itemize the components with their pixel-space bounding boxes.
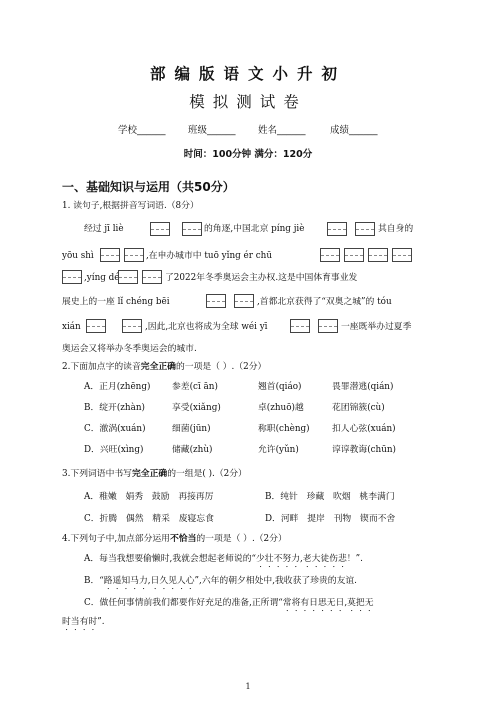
name-field: 姓名______: [258, 125, 306, 136]
score-field: 成绩______: [330, 125, 378, 136]
section-title: 一、基础知识与运用（共50分）: [62, 180, 235, 194]
q1-text: ,因此,北京也将成为全球 wéi yī: [145, 322, 268, 332]
answer-box[interactable]: [327, 222, 347, 236]
answer-box[interactable]: [344, 248, 364, 262]
answer-box[interactable]: [118, 270, 138, 284]
q2-option: 享受(xiǎnɡ): [172, 403, 221, 413]
answer-box[interactable]: [124, 248, 144, 262]
answer-box[interactable]: [355, 222, 375, 236]
answer-box[interactable]: [142, 270, 162, 284]
answer-box[interactable]: [86, 319, 106, 333]
exam-time: 时间：100分钟 满分：120分: [183, 149, 313, 160]
q1-text: yōu shì: [62, 251, 94, 261]
q3-option: C．折腾 偶然 精采 废寝忘食: [84, 514, 214, 524]
q4-stem: 4.下列句子中,加点部分运用不恰当的一项是（ ）.（2分）: [62, 534, 287, 544]
answer-box[interactable]: [206, 294, 226, 308]
q2-option: D．兴旺(xìnɡ): [84, 445, 144, 455]
q1-text: 其自身的: [378, 224, 414, 234]
answer-box[interactable]: [368, 248, 388, 262]
q1-text: 经过 jī liè: [84, 224, 124, 234]
class-field: 班级______: [188, 125, 236, 136]
q4-option-b: B．“路遥知马力,日久见人心”,六年的朝夕相处中,我收获了珍贵的友谊.: [84, 576, 357, 586]
answer-box[interactable]: [150, 222, 170, 236]
answer-box[interactable]: [122, 319, 142, 333]
answer-box[interactable]: [100, 248, 120, 262]
q1-text: ,yínɡ dé: [84, 273, 120, 283]
q1-text: 的角逐,中国北京 pínɡ jiè: [204, 224, 305, 234]
q1-text: ,首都北京获得了“双奥之城”的 tóu: [257, 297, 392, 307]
q4-option-c: C．做任何事情前我们都要作好充足的准备,正所谓“常将有日思无日,莫把无: [84, 598, 374, 608]
q1-text: ,在申办城市中 tuō yǐnɡ ér chū: [146, 251, 273, 261]
q4-option-a: A．每当我想要偷懒时,我就会想起老师说的“少壮不努力,老大徒伤悲！”.: [84, 554, 363, 564]
q3-option: A．稚嫩 娟秀 鼓励 再接再厉: [84, 492, 214, 502]
q2-option: 参差(cī ān): [172, 382, 218, 392]
q2-option: 翘首(qiáo): [258, 382, 302, 392]
q1-text: 展史上的一座 lǐ chénɡ bēi: [62, 297, 170, 307]
exam-title: 部编版语文小升初: [149, 65, 346, 83]
q2-option: 细菌(jūn): [172, 424, 211, 434]
answer-box[interactable]: [182, 222, 202, 236]
answer-box[interactable]: [234, 294, 254, 308]
answer-box[interactable]: [290, 319, 310, 333]
q2-option: C．澈涡(xuán): [84, 424, 146, 434]
q2-option: 畏罪潜逃(qián): [332, 382, 394, 392]
q1-text: 了2022年冬季奥运会主办权.这是中国体育事业发: [165, 273, 358, 283]
answer-box[interactable]: [62, 270, 82, 284]
answer-box[interactable]: [320, 248, 340, 262]
q2-option: 储藏(zhù): [172, 445, 213, 455]
q2-option: B．绽开(zhàn): [84, 403, 145, 413]
q1-text: 一座既举办过夏季: [341, 322, 412, 332]
q3-option: B．纯针 珍藏 吹烟 桃李满门: [265, 492, 395, 502]
page-number: 1: [245, 682, 251, 691]
school-field: 学校______: [118, 125, 166, 136]
answer-box[interactable]: [318, 319, 338, 333]
q2-stem: 2.下面加点字的读音完全正确的一项是（ ）.（2分）: [62, 362, 267, 372]
q2-option: 卓(zhuō)越: [258, 403, 304, 413]
q1-stem: 1. 读句子,根据拼音写词语.（8分）: [62, 201, 199, 211]
q3-stem: 3.下列词语中书写完全正确的一组是( ).（2分）: [62, 469, 247, 479]
q1-text: 奥运会又将举办冬季奥运会的城市.: [62, 344, 197, 354]
q2-option: 谆谆教诲(chūn): [332, 445, 396, 455]
q2-option: A．正月(zhēnɡ): [84, 382, 151, 392]
q2-option: 称职(chènɡ): [258, 424, 310, 434]
q4-option-c-cont: 时当有时”.: [62, 617, 105, 627]
exam-subtitle: 模拟测试卷: [189, 93, 307, 111]
q2-option: 允许(yǔn): [258, 445, 299, 455]
q3-option: D．河畔 提岸 刊物 锲而不舍: [265, 514, 396, 524]
q2-option: 花团锦簇(cù): [332, 403, 385, 413]
q1-text: xián: [62, 322, 81, 332]
q2-option: 扣人心弦(xuán): [332, 424, 396, 434]
answer-box[interactable]: [392, 248, 412, 262]
